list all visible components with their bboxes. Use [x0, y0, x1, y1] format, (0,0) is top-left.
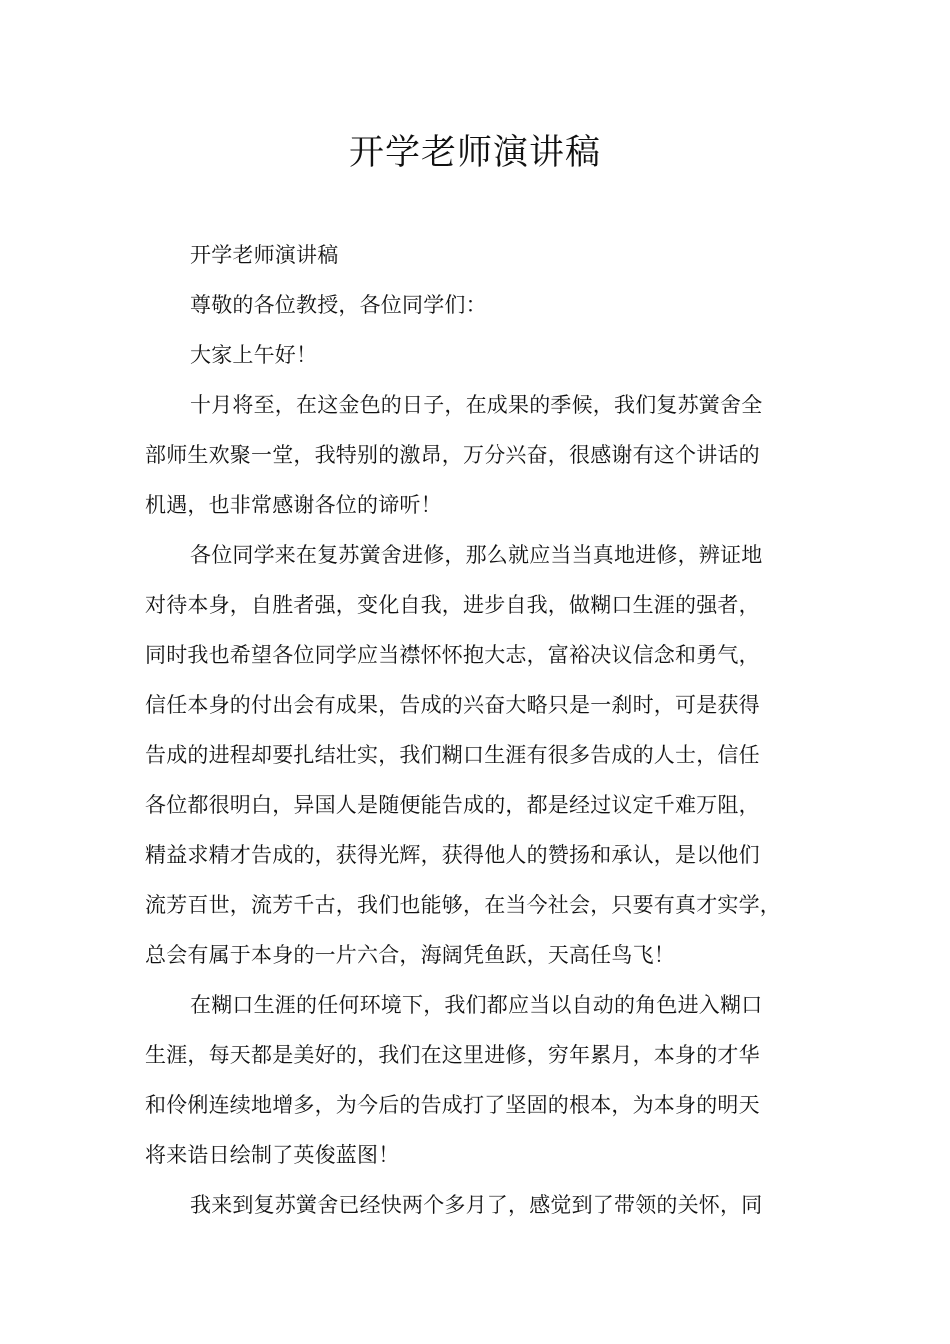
text-line: 部师生欢聚一堂，我特别的激昂，万分兴奋，很感谢有这个讲话的 — [145, 443, 760, 467]
text-line: 生涯，每天都是美好的，我们在这里进修，穷年累月，本身的才华 — [145, 1043, 760, 1067]
text-line: 大家上午好！ — [190, 343, 318, 367]
text-line: 尊敬的各位教授，各位同学们： — [190, 293, 487, 317]
text-line: 我来到复苏黉舍已经快两个多月了，感觉到了带领的关怀，同 — [190, 1193, 763, 1217]
text-line: 各位都很明白，异国人是随便能告成的，都是经过议定千难万阻， — [145, 793, 760, 817]
document-title: 开学老师演讲稿 — [348, 133, 601, 173]
text-line: 精益求精才告成的，获得光辉，获得他人的赞扬和承认，是以他们 — [145, 843, 760, 867]
document-body — [145, 230, 825, 1230]
text-line: 流芳百世，流芳千古，我们也能够，在当今社会，只要有真才实学， — [145, 893, 781, 917]
text-line: 告成的进程却要扎结壮实，我们糊口生涯有很多告成的人士，信任 — [145, 743, 760, 767]
text-line: 总会有属于本身的一片六合，海阔凭鱼跃，天高任鸟飞！ — [145, 943, 675, 967]
text-line: 机遇，也非常感谢各位的谛听！ — [145, 493, 442, 517]
text-line: 各位同学来在复苏黉舍进修，那么就应当当真地进修，辨证地 — [190, 543, 763, 567]
text-line: 对待本身，自胜者强，变化自我，进步自我，做糊口生涯的强者， — [145, 593, 760, 617]
text-line: 在糊口生涯的任何环境下，我们都应当以自动的角色进入糊口 — [190, 993, 763, 1017]
text-line: 和伶俐连续地增多，为今后的告成打了坚固的根本，为本身的明天 — [145, 1093, 760, 1117]
text-line: 十月将至，在这金色的日子，在成果的季候，我们复苏黉舍全 — [190, 393, 763, 417]
text-line: 同时我也希望各位同学应当襟怀怀抱大志，富裕决议信念和勇气， — [145, 643, 760, 667]
text-line: 开学老师演讲稿 — [190, 243, 339, 267]
text-line: 将来诰日绘制了英俊蓝图！ — [145, 1143, 400, 1167]
text-line: 信任本身的付出会有成果，告成的兴奋大略只是一刹时，可是获得 — [145, 693, 760, 717]
